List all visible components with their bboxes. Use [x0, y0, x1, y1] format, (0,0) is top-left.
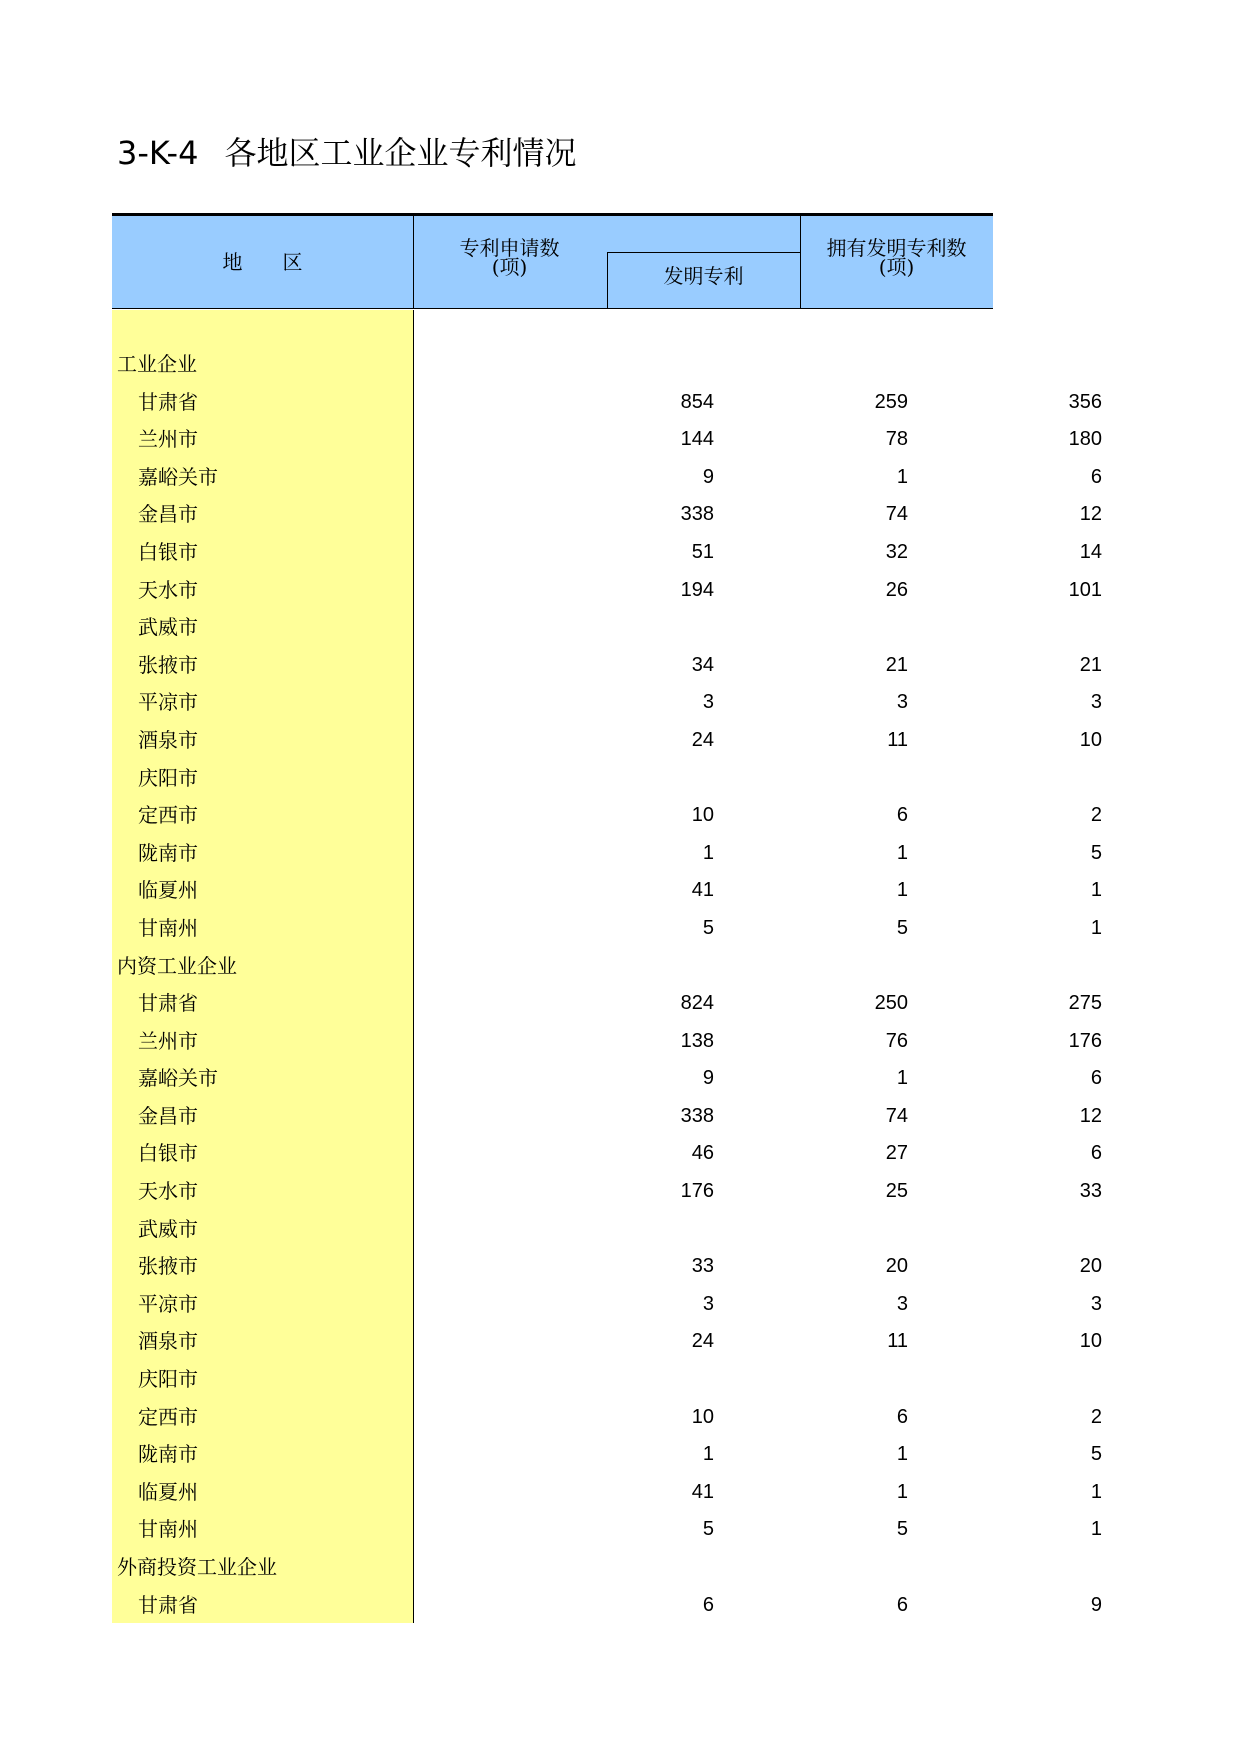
region-name: 嘉峪关市 — [138, 1066, 218, 1091]
owned-invention-value: 33 — [1079, 1180, 1102, 1203]
group-header-row — [112, 346, 993, 384]
patent-apps-value: 10 — [691, 1405, 714, 1428]
owned-invention-value: 1 — [1090, 1480, 1102, 1503]
region-name: 内资工业企业 — [117, 953, 237, 978]
header-owned-invention — [800, 238, 993, 280]
region-name: 酒泉市 — [138, 727, 198, 752]
owned-invention-value: 1 — [1090, 879, 1102, 902]
patent-apps-value: 1 — [702, 841, 714, 864]
owned-invention-value: 6 — [1090, 1067, 1102, 1090]
invention-value: 1 — [896, 1443, 908, 1466]
owned-invention-value: 6 — [1090, 1142, 1102, 1165]
owned-invention-value: 12 — [1079, 503, 1102, 526]
table-row — [112, 760, 993, 798]
patent-apps-value: 854 — [680, 390, 714, 413]
patent-apps-value: 3 — [702, 1292, 714, 1315]
patent-apps-value: 338 — [680, 1104, 714, 1127]
owned-invention-value: 1 — [1090, 1518, 1102, 1541]
header-divider — [607, 252, 608, 309]
invention-value: 259 — [874, 390, 908, 413]
table-row — [112, 797, 1102, 835]
invention-value: 26 — [885, 578, 908, 601]
owned-invention-value — [802, 760, 1102, 798]
invention-value: 3 — [896, 691, 908, 714]
invention-value: 1 — [896, 1480, 908, 1503]
patent-apps-value: 6 — [702, 1593, 714, 1616]
region-name: 定西市 — [138, 1404, 198, 1429]
patent-apps-value: 824 — [680, 992, 714, 1015]
owned-invention-value: 3 — [1090, 691, 1102, 714]
owned-invention-value — [802, 1361, 1102, 1399]
patent-apps-value: 5 — [702, 916, 714, 939]
owned-invention-value: 14 — [1079, 540, 1102, 563]
patent-apps-value: 9 — [702, 465, 714, 488]
header-divider — [800, 216, 801, 309]
region-name: 陇南市 — [138, 1442, 198, 1467]
owned-invention-value: 176 — [1068, 1029, 1102, 1052]
invention-value: 27 — [885, 1142, 908, 1165]
table-row — [112, 684, 1102, 722]
owned-invention-value — [802, 948, 1102, 986]
region-name: 兰州市 — [138, 427, 198, 452]
invention-value: 6 — [896, 1593, 908, 1616]
table-name: 各地区工业企业专利情况 — [224, 134, 577, 172]
table-row — [112, 1135, 1102, 1173]
invention-value: 11 — [887, 1330, 908, 1353]
invention-value: 6 — [896, 1405, 908, 1428]
table-row — [112, 872, 1102, 910]
region-name: 金昌市 — [138, 502, 198, 527]
patent-apps-value: 144 — [680, 428, 714, 451]
invention-value: 32 — [885, 540, 908, 563]
header-patent-apps-label: 专利申请数 — [459, 236, 560, 260]
invention-value: 11 — [887, 728, 908, 751]
invention-value: 74 — [885, 503, 908, 526]
patent-apps-value: 3 — [702, 691, 714, 714]
patent-apps-value: 176 — [680, 1180, 714, 1203]
owned-invention-value: 9 — [1090, 1593, 1102, 1616]
header-region: 地 区 — [222, 250, 303, 274]
region-name: 天水市 — [138, 577, 198, 602]
region-name: 兰州市 — [138, 1028, 198, 1053]
invention-value: 25 — [885, 1180, 908, 1203]
table-row — [112, 1511, 1102, 1549]
region-name: 张掖市 — [138, 1254, 198, 1279]
region-name: 白银市 — [138, 1141, 198, 1166]
table-row — [112, 1323, 1102, 1361]
table-row — [112, 1023, 1102, 1061]
owned-invention-value: 356 — [1068, 390, 1102, 413]
patent-apps-value: 51 — [691, 540, 714, 563]
owned-invention-value: 101 — [1068, 578, 1102, 601]
region-name: 平凉市 — [138, 690, 198, 715]
patent-apps-value: 5 — [702, 1518, 714, 1541]
region-name: 临夏州 — [138, 1479, 198, 1504]
header-owned-invention-label: 拥有发明专利数 — [826, 236, 967, 260]
region-name: 庆阳市 — [138, 1367, 198, 1392]
table-row — [112, 1399, 1102, 1437]
table-row — [112, 1173, 1102, 1211]
table-row — [112, 835, 1102, 873]
table-body — [112, 346, 1102, 1624]
header-divider — [413, 216, 414, 309]
table-row — [112, 534, 1102, 572]
region-name: 定西市 — [138, 803, 198, 828]
patent-apps-value: 34 — [691, 653, 714, 676]
region-name: 陇南市 — [138, 840, 198, 865]
table-row — [112, 910, 1102, 948]
owned-invention-value: 5 — [1090, 1443, 1102, 1466]
invention-value: 20 — [885, 1255, 908, 1278]
invention-value: 1 — [896, 465, 908, 488]
owned-invention-value — [802, 609, 1102, 647]
region-name: 庆阳市 — [138, 765, 198, 790]
region-name: 武威市 — [138, 1216, 198, 1241]
region-name: 武威市 — [138, 615, 198, 640]
table-row — [112, 1060, 1102, 1098]
table-row — [112, 1361, 993, 1399]
owned-invention-value — [802, 346, 1102, 384]
table-row — [112, 1587, 1102, 1625]
region-name: 平凉市 — [138, 1291, 198, 1316]
header-bottom-rule — [112, 308, 993, 309]
table-row — [112, 496, 1102, 534]
patent-apps-value: 9 — [702, 1067, 714, 1090]
header-owned-invention-unit: (项) — [878, 255, 915, 279]
table-header — [112, 216, 993, 309]
invention-value: 1 — [896, 879, 908, 902]
patent-apps-value: 194 — [680, 578, 714, 601]
invention-value: 76 — [885, 1029, 908, 1052]
region-name: 甘肃省 — [138, 991, 198, 1016]
owned-invention-value — [802, 1211, 1102, 1249]
patent-apps-value: 41 — [691, 1480, 714, 1503]
table-row — [112, 722, 1102, 760]
table-row — [112, 1474, 1102, 1512]
table-row — [112, 1248, 1102, 1286]
owned-invention-value: 2 — [1090, 1405, 1102, 1428]
region-name: 甘肃省 — [138, 1592, 198, 1617]
group-header-row — [112, 948, 993, 986]
owned-invention-value: 6 — [1090, 465, 1102, 488]
owned-invention-value: 20 — [1079, 1255, 1102, 1278]
region-name: 外商投资工业企业 — [117, 1555, 277, 1579]
owned-invention-value: 10 — [1079, 1330, 1102, 1353]
invention-value: 6 — [896, 804, 908, 827]
region-name: 甘南州 — [138, 1517, 198, 1542]
patent-apps-value: 338 — [680, 503, 714, 526]
invention-value: 74 — [885, 1104, 908, 1127]
owned-invention-value: 180 — [1068, 428, 1102, 451]
region-name: 白银市 — [138, 539, 198, 564]
owned-invention-value: 5 — [1090, 841, 1102, 864]
patent-apps-value: 24 — [691, 1330, 714, 1353]
table-row — [112, 1098, 1102, 1136]
owned-invention-value: 3 — [1090, 1292, 1102, 1315]
owned-invention-value: 1 — [1090, 916, 1102, 939]
table-row — [112, 572, 1102, 610]
table-row — [112, 647, 1102, 685]
group-header-row — [112, 1549, 993, 1587]
invention-value: 250 — [874, 992, 908, 1015]
table-row — [112, 384, 1102, 422]
header-divider — [607, 252, 800, 253]
table-row — [112, 1211, 993, 1249]
patent-apps-value: 24 — [691, 728, 714, 751]
owned-invention-value: 12 — [1079, 1104, 1102, 1127]
patent-apps-value: 41 — [691, 879, 714, 902]
patent-apps-value: 1 — [702, 1443, 714, 1466]
region-name: 甘肃省 — [138, 389, 198, 414]
table-code: 3-K-4 — [117, 134, 199, 172]
region-name: 酒泉市 — [138, 1329, 198, 1354]
region-name: 嘉峪关市 — [138, 464, 218, 489]
invention-value: 1 — [896, 841, 908, 864]
patent-apps-value: 33 — [691, 1255, 714, 1278]
table-row — [112, 1286, 1102, 1324]
owned-invention-value: 2 — [1090, 804, 1102, 827]
invention-value: 5 — [896, 916, 908, 939]
region-name: 天水市 — [138, 1179, 198, 1204]
table-row — [112, 985, 1102, 1023]
table-row — [112, 1436, 1102, 1474]
patent-apps-value: 138 — [680, 1029, 714, 1052]
region-name: 甘南州 — [138, 915, 198, 940]
region-name: 张掖市 — [138, 652, 198, 677]
invention-value: 78 — [885, 428, 908, 451]
region-name: 金昌市 — [138, 1103, 198, 1128]
header-invention: 发明专利 — [663, 264, 744, 288]
region-name: 工业企业 — [117, 352, 197, 376]
invention-value: 1 — [896, 1067, 908, 1090]
page-title — [117, 128, 576, 178]
invention-value: 5 — [896, 1518, 908, 1541]
header-patent-apps-unit: (项) — [491, 255, 528, 279]
invention-value: 21 — [885, 653, 908, 676]
owned-invention-value: 275 — [1068, 992, 1102, 1015]
region-name: 临夏州 — [138, 878, 198, 903]
patent-apps-value: 10 — [691, 804, 714, 827]
table-row — [112, 421, 1102, 459]
owned-invention-value — [802, 1549, 1102, 1587]
patent-apps-value: 46 — [691, 1142, 714, 1165]
table-row — [112, 609, 993, 647]
owned-invention-value: 10 — [1079, 728, 1102, 751]
invention-value: 3 — [896, 1292, 908, 1315]
owned-invention-value: 21 — [1079, 653, 1102, 676]
table-row — [112, 459, 1102, 497]
